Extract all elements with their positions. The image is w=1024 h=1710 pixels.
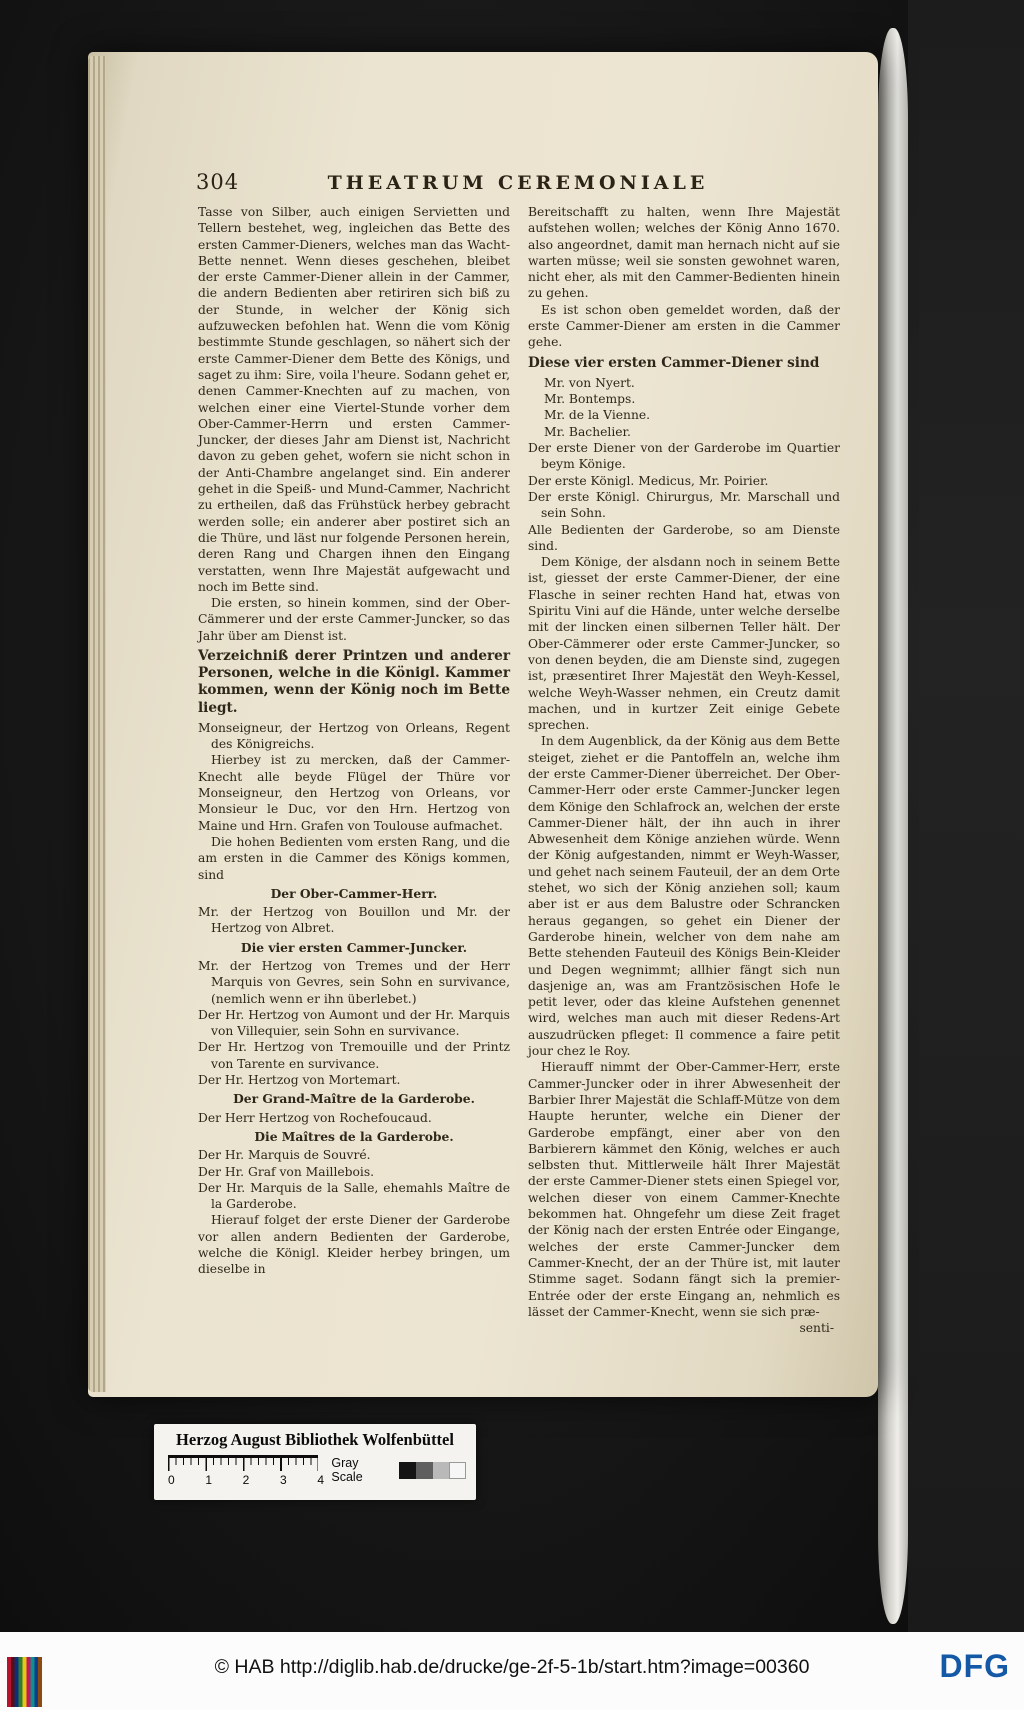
paragraph: Hierauff nimmt der Ober-Cammer-Herr, erste Cammer-Juncker oder in ihrer Abwesenheit der Barbier Ihrer Majestät die Schlaff-Mütze von dem Haupte herunter, welche ein Diener der Garderobe empfängt, einer aber von den Barbierern kämmet den König, welches er auch selbsten thut. Mittlerweile hält Ihrer Majestät der erste Cammer-Diener stets einen Spiegel vor, welchen dieser von einem Cammer-Knechte bekommen hat. Ohngefehr um diese Zeit fraget der König nach der ersten Entrée oder Eingange, welches der erste Cammer-Juncker dem Cammer-Knecht, der an der Thüre ist, mit lauter Stimme saget. Sodann fängt sich la premier-Entrée oder der erste Eingang an, nehmlich es lässet der Cammer-Knecht, wenn sie sich præ-: [528, 1060, 840, 1319]
list-item: Der Hr. Marquis de Souvré.: [198, 1148, 371, 1163]
sub-heading: Die Maîtres de la Garderobe.: [254, 1128, 454, 1144]
sub-heading: Der Ober-Cammer-Herr.: [270, 885, 438, 901]
list-item: Mr. der Hertzog von Bouillon und Mr. der Hertzog von Albret.: [198, 905, 510, 936]
list-item: Mr. der Hertzog von Tremes und der Herr Marquis von Gevres, sein Sohn en survivance, (nemlich wenn er ihn überlebet.): [198, 958, 510, 1006]
gray-swatch-light: [433, 1462, 450, 1479]
paragraph: In dem Augenblick, da der König aus dem Bette steiget, ziehet er die Pantoffeln an, welche ihm der erste Cammer-Diener überreichet. Der Ober-Cammer-Herr oder erste Cammer-Juncker legen dem Könige den Schlafrock an, welchen der erste Cammer-Diener hält, der ihn auch in ihrer Abwesenheit dem Könige anziehen würde. Wenn der König aufgestanden, nimmt er Weyh-Wasser, und gehet nach seinem Fauteuil, der an dem Orte stehet, wo sich der König anziehen soll; kaum aber ist er aus dem Balustre oder Schrancken heraus gegangen, so gehet ein Diener der Garderobe hinein, welcher von dem nahe am Bette stehenden Fauteuil des Königs Bein-Kleider und Degen wegnimmt; allhier fängt sich nun dasjenige an, was am Frantzösischen Hofe le petit lever, oder das kleine Aufstehen genennet wird, welches man auch mit dieser Redens-Art auszudrücken pfleget: Il commence a faire petit jour chez le Roy.: [528, 734, 840, 1059]
paragraph: Hierauf folget der erste Diener der Garderobe vor allen andern Bedienten der Garderobe, welche die Königl. Kleider herbey bringen, um dieselbe in: [198, 1213, 510, 1277]
ruler-number: 3: [279, 1473, 287, 1487]
gray-scale-target: [331, 1456, 466, 1484]
sub-heading: Der Grand-Maître de la Garderobe.: [233, 1091, 475, 1107]
list-item: Der Hr. Hertzog von Tremouille und der Printz von Tarente en survivance.: [198, 1040, 510, 1071]
list-item: Mr. Bachelier.: [544, 424, 631, 439]
ruler-number: 2: [242, 1473, 250, 1487]
paragraph: Bereitschafft zu halten, wenn Ihre Majestät aufstehen wollen; welches der König Anno 1670. also angeordnet, damit man hernach nicht auf sie warten müsse; weil sie sonsten gewohnet waren, nicht eher, als mit den Cammer-Bedienten hinein zu gehen.: [528, 205, 840, 301]
running-title: THEATRUM CEREMONIALE: [327, 172, 709, 194]
library-name: Herzog August Bibliothek Wolfenbüttel: [176, 1430, 454, 1449]
ruler-number: 0: [168, 1473, 175, 1487]
paragraph: Die hohen Bedienten vom ersten Rang, und die am ersten in die Cammer des Königs kommen, sind: [198, 834, 510, 882]
paragraph: Alle Bedienten der Garderobe, so am Dienste sind.: [528, 522, 840, 553]
list-item: Mr. de la Vienne.: [544, 408, 651, 423]
list-item: Der Hr. Graf von Maillebois.: [198, 1164, 375, 1179]
ruler: [168, 1455, 325, 1487]
footer-bar: [0, 1632, 1024, 1710]
list-item: Der Hr. Hertzog von Aumont und der Hr. Marquis von Villequier, sein Sohn en survivance.: [198, 1007, 510, 1039]
calibration-card: [154, 1424, 476, 1500]
paragraph: Es ist schon oben gemeldet worden, daß der erste Cammer-Diener am ersten in die Cammer gehe.: [528, 302, 840, 350]
page-number: 304: [196, 170, 240, 194]
ruler-ticks: [168, 1455, 318, 1471]
list-item: Der erste Diener von der Garderobe im Quartier beym Könige.: [528, 441, 840, 472]
scanned-book-page: [88, 52, 878, 1397]
gray-swatch-black: [399, 1462, 416, 1479]
paragraph: Hierbey ist zu mercken, daß der Cammer-Knecht alle beyde Flügel der Thüre vor Monseigneur, den Hertzog von Orleans, vor Monsieur le Duc, vor den Hrn. Hertzog von Maine und Hrn. Grafen von Toulouse aufmachet.: [198, 753, 510, 833]
gray-scale-label: Gray Scale: [331, 1456, 363, 1484]
list-item: Der erste Königl. Chirurgus, Mr. Marschall und sein Sohn.: [528, 489, 840, 521]
calibration-row: [168, 1455, 466, 1487]
list-item: Der Hr. Marquis de la Salle, ehemahls Maître de la Garderobe.: [198, 1180, 510, 1212]
list-item: Monseigneur, der Hertzog von Orleans, Regent des Königreichs.: [198, 720, 510, 752]
copyright-url: © HAB http://diglib.hab.de/drucke/ge-2f-5-1b/start.htm?image=00360: [214, 1656, 810, 1678]
page-fore-edge: [88, 56, 106, 1392]
paragraph: Tasse von Silber, auch einigen Servietten und Tellern bestehet, weg, ingleichen das Bette des ersten Cammer-Dieners, welches man das Wacht-Bette nennet. Wenn dieses geschehen, bleibet der erste Cammer-Diener allein in der Cammer, die andern Bedienten aber retiriren sich biß zu der Stunde, in welcher der König sich aufzuwecken befohlen hat. Wenn die vom König bestimmte Stunde geschlagen, so nähert sich der erste Cammer-Diener dem Bette des Königs, und saget zu ihm: Sire, voila l'heure. Sodann gehet er, denen Cammer-Knechten auf zu machen, von welchen einer eine Viertel-Stunde vorher dem Ober-Cammer-Herrn und ersten Cammer-Juncker, der dieses Jahr am Dienst ist, Nachricht davon zu geben gehet, wofern sie nicht schon in der Anti-Chambre angelanget sind. Ein anderer gehet in die Speiß- und Mund-Cammer, Nachricht zu ertheilen, daß das Frühstück herbey gebracht werden solle; ein anderer aber postiret sich an die Thüre, und läst nur folgende Personen herein, deren Rang und Chargen ihnen den Eingang verstatten, wenn Ihre Majestät aufgewacht und noch im Bette sind.: [198, 205, 510, 594]
ruler-numbers: [168, 1473, 324, 1487]
catchword: senti-: [799, 1321, 834, 1336]
facing-page-edge: [878, 28, 908, 1624]
list-item: Der erste Königl. Medicus, Mr. Poirier.: [528, 473, 769, 488]
right-gutter-shadow: [908, 0, 1024, 1632]
dfg-logo: DFG: [939, 1648, 1010, 1684]
list-item: Der Herr Hertzog von Rochefoucaud.: [198, 1110, 432, 1125]
ruler-number: 4: [317, 1473, 324, 1487]
section-heading: Diese vier ersten Cammer-Diener sind: [528, 354, 820, 371]
list-item: Der Hr. Hertzog von Mortemart.: [198, 1073, 401, 1088]
paragraph: Dem Könige, der alsdann noch in seinem Bette ist, giesset der erste Cammer-Diener, der eine Flasche in seiner rechten Hand hat, etwas von Spiritu Vini auf die Hände, unter welche derselbe mit der lincken einen silbernen Teller hält. Der Ober-Cämmerer oder erste Cammer-Juncker, so von denen beyden, die am Dienste sind, zugegen ist, præsentiret Ihrer Majestät den Weyh-Kessel, welche Weyh-Wasser nehmen, ein Creutz damit machen, und in kurtzer Zeit einige Gebete sprechen.: [528, 555, 840, 733]
gray-swatch-dark: [416, 1462, 433, 1479]
section-heading: Verzeichniß derer Printzen und anderer Personen, welche in die Königl. Kammer kommen, wenn der König noch im Bette liegt.: [198, 648, 510, 716]
text-columns: [198, 204, 840, 1336]
ruler-number: 1: [205, 1473, 213, 1487]
gray-swatch-white: [449, 1462, 466, 1479]
list-item: Mr. Bontemps.: [544, 392, 636, 407]
right-column: [528, 204, 840, 1336]
left-column: [198, 204, 510, 1326]
sub-heading: Die vier ersten Cammer-Juncker.: [240, 939, 468, 955]
paragraph: Die ersten, so hinein kommen, sind der Ober-Cämmerer und der erste Cammer-Juncker, so das Jahr über am Dienst ist.: [198, 596, 510, 643]
list-item: Mr. von Nyert.: [544, 375, 635, 390]
